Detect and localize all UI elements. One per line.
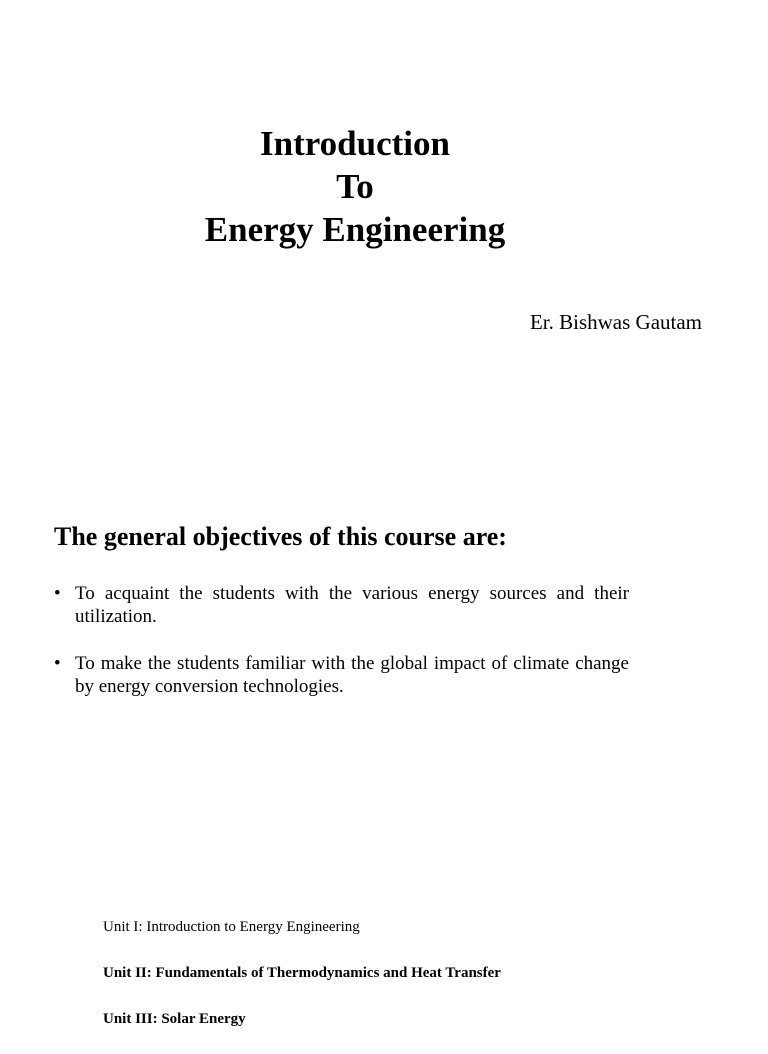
title-line-3: Energy Engineering <box>204 210 506 249</box>
title-line-1: Introduction <box>260 124 450 163</box>
unit-item: Unit II: Fundamentals of Thermodynamics and Heat Transfer <box>103 965 501 981</box>
bullet-icon: • <box>54 653 61 674</box>
objective-item <box>54 652 629 698</box>
bullet-icon: • <box>54 583 61 604</box>
unit-list <box>103 916 501 1054</box>
unit-item: Unit III: Solar Energy <box>103 1011 246 1027</box>
title-line-2: To <box>336 167 374 206</box>
objectives-list <box>54 582 629 722</box>
unit-item: Unit I: Introduction to Energy Engineering <box>103 919 360 935</box>
document-title <box>0 122 710 251</box>
objective-item <box>54 582 629 628</box>
objective-text: To make the students familiar with the global impact of climate change by energy conversion technologies. <box>75 653 629 697</box>
objective-text: To acquaint the students with the various energy sources and their utilization. <box>75 583 629 627</box>
objectives-heading: The general objectives of this course are: <box>54 522 507 551</box>
author-name: Er. Bishwas Gautam <box>529 310 702 334</box>
